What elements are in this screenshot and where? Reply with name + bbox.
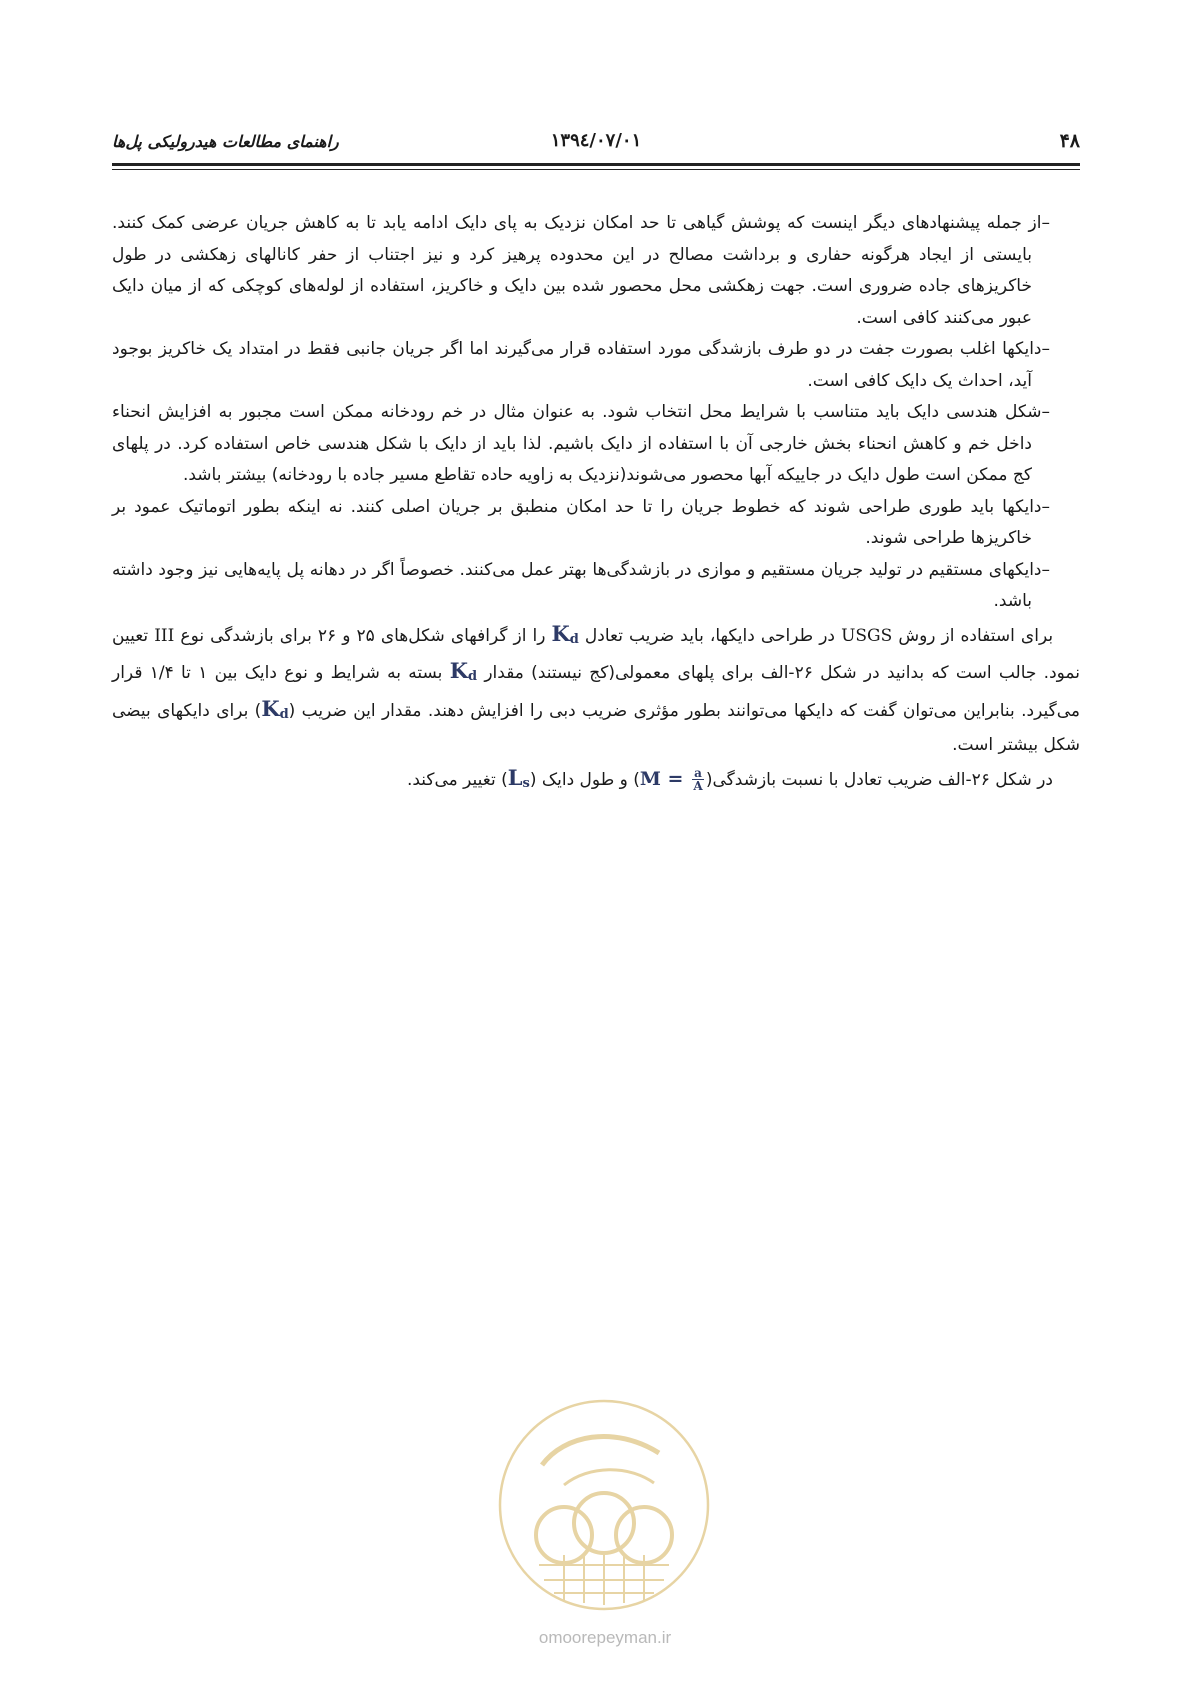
bullet-item-4: –دایکها باید طوری طراحی شوند که خطوط جریان را تا حد امکان منطبق بر جریان اصلی کنند. نه اینکه بطور اتوماتیک عمود بر خاکریزها طراحی شوند. — [112, 496, 1050, 548]
paragraph-usgs: برای استفاده از روش USGS در طراحی دایکها، باید ضریب تعادل $K_d$ را از گرافهای شکل‌های ۲۵ و ۲۶ برای بازشدگی نوع III تعیین نمود. جالب است که بدانید در شکل ۲۶-الف برای پلهای معمولی(کج نیستند) مقدار $K_d$ بسته به شرایط و نوع دایک بین ۱ تا ۱/۴ قرار می‌گیرد. بنابراین می‌توان گفت که دایکها می‌توانند بطور مؤثری ضریب دبی را افزایش دهند. مقدار این ضریب $(K_d)$ برای دایکهای بیضی شکل بیشتر است. — [112, 620, 1080, 755]
page-header — [112, 130, 1080, 156]
usgs-term: USGS — [841, 625, 893, 646]
bullet-item-3: –شکل هندسی دایک باید متناسب با شرایط محل انتخاب شود. به عنوان مثال در خم رودخانه ممکن است مجبور به افزایش انحناء داخل خم و کاهش انحناء بخش خارجی آن با استفاده از دایک باشیم. لذا باید از دایک با شکل هندسی خاص استفاده کرد. در پلهای کج ممکن است طول دایک در جاییکه آبها محصور می‌شوند(نزدیک به زاویه حاده تقاطع مسیر جاده با رودخانه) بیشتر باشد. — [112, 402, 1050, 485]
watermark-url: omoorepeyman.ir — [538, 1628, 672, 1647]
page-number: ۴۸ — [1059, 130, 1080, 152]
kd-symbol: $K_d$ — [551, 620, 579, 647]
bullet-item-2: –دایکها اغلب بصورت جفت در دو طرف بازشدگی مورد استفاده قرار می‌گیرند اما اگر جریان جانبی فقط در امتداد یک خاکریز بوجود آید، احداث یک دایک کافی است. — [112, 339, 1050, 391]
opening-ratio-formula: M = $\frac{a}{A}$ — [639, 766, 703, 793]
bullet-item-5: –دایکهای مستقیم در تولید جریان مستقیم و موازی در بازشدگی‌ها بهتر عمل می‌کنند. خصوصاً اگر در دهانه پل پایه‌هایی نیز وجود داشته باشد. — [112, 559, 1050, 611]
body-text — [112, 208, 1080, 799]
type-term: III — [154, 625, 175, 646]
header-rule-thick — [112, 163, 1080, 166]
header-rule-thin — [112, 169, 1080, 170]
paragraph-equilibrium: در شکل ۲۶-الف ضریب تعادل با نسبت بازشدگی(M = $\frac{a}{A}$ ) و طول دایک $(L_s)$ تغییر می‌کند. — [406, 764, 1053, 793]
watermark-logo — [494, 1395, 714, 1615]
kd-symbol: $K_d$ — [449, 658, 478, 684]
bullet-item-1: –از جمله پیشنهادهای دیگر اینست که پوشش گیاهی تا حد امکان نزدیک به پای دایک ادامه یابد تا به کاهش جریان عرضی کمک کنند. بایستی از ایجاد هرگونه حفاری و برداشت مصالح در این محدوده پرهیز کرد و نیز اجتناب از حفر کانالهای زهکشی در طول خاکریزهای جاده ضروری است. جهت زهکشی محل محصور شده بین دایک و خاکریز، استفاده از لوله‌های کوچکی که از میان دایک عبور می‌کنند کافی است. — [112, 213, 1050, 328]
header-date: ۱۳۹٤/۰۷/۰۱ — [550, 130, 642, 151]
book-title: راهنمای مطالعات هیدرولیکی پل‌ها — [112, 132, 339, 151]
ls-symbol: $L_s$ — [507, 764, 530, 791]
kd-symbol: $K_d$ — [261, 695, 289, 722]
